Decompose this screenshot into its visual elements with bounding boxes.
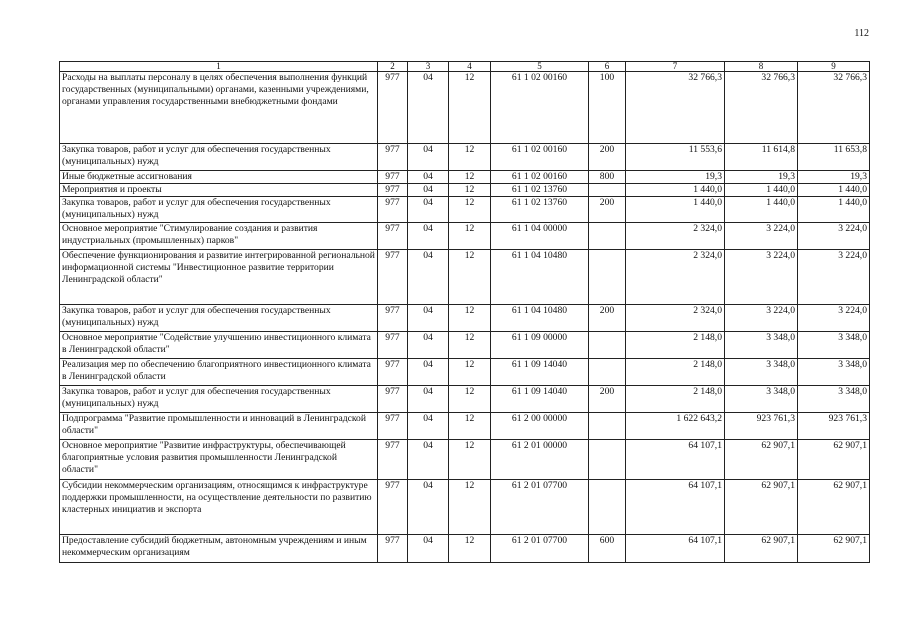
table-row [60,223,870,250]
section-code: 04 [408,386,449,413]
header-cell: 3 [408,62,449,72]
row-name: Закупка товаров, работ и услуг для обеспечения государственных (муниципальных) нужд [60,144,378,171]
year2-amount: 1 440,0 [725,184,798,197]
year3-amount: 32 766,3 [798,72,870,144]
year2-amount: 32 766,3 [725,72,798,144]
admin-code: 977 [378,359,408,386]
expense-kind: 200 [589,305,626,332]
header-cell: 6 [589,62,626,72]
target-code: 61 1 02 00160 [491,144,589,171]
section-code: 04 [408,250,449,305]
row-name: Основное мероприятие "Развитие инфраструктуры, обеспечивающей благоприятные условия развития промышленности Ленинградской области" [60,440,378,480]
row-name: Подпрограмма "Развитие промышленности и инноваций в Ленинградской области" [60,413,378,440]
target-code: 61 1 02 13760 [491,197,589,223]
year2-amount: 923 761,3 [725,413,798,440]
target-code: 61 1 02 00160 [491,72,589,144]
section-code: 04 [408,440,449,480]
subsection-code: 12 [449,223,491,250]
table-row [60,413,870,440]
target-code: 61 1 09 00000 [491,332,589,359]
expense-kind: 600 [589,535,626,563]
header-cell: 2 [378,62,408,72]
expense-kind: 200 [589,386,626,413]
target-code: 61 1 09 14040 [491,386,589,413]
admin-code: 977 [378,72,408,144]
table-row [60,535,870,563]
row-name: Субсидии некоммерческим организациям, относящимся к инфраструктуре поддержки промышленности, на осуществление деятельности по развитию кластерных инициатив и экспорта [60,480,378,535]
section-code: 04 [408,359,449,386]
year3-amount: 3 224,0 [798,223,870,250]
target-code: 61 1 02 13760 [491,184,589,197]
admin-code: 977 [378,480,408,535]
expense-kind [589,184,626,197]
table-row [60,184,870,197]
expense-kind [589,480,626,535]
table-row [60,144,870,171]
section-code: 04 [408,413,449,440]
target-code: 61 2 01 07700 [491,535,589,563]
subsection-code: 12 [449,332,491,359]
year1-amount: 2 148,0 [626,332,725,359]
expense-kind [589,250,626,305]
subsection-code: 12 [449,305,491,332]
year2-amount: 19,3 [725,171,798,184]
year2-amount: 3 348,0 [725,332,798,359]
section-code: 04 [408,197,449,223]
table-row [60,386,870,413]
year3-amount: 1 440,0 [798,197,870,223]
row-name: Основное мероприятие "Стимулирование создания и развития индустриальных (промышленных) парков" [60,223,378,250]
year2-amount: 3 224,0 [725,223,798,250]
header-cell: 9 [798,62,870,72]
table-row [60,72,870,144]
year3-amount: 62 907,1 [798,535,870,563]
header-row [60,62,870,72]
page-number: 112 [854,28,869,39]
table-row [60,480,870,535]
admin-code: 977 [378,332,408,359]
expense-kind [589,413,626,440]
row-name: Закупка товаров, работ и услуг для обеспечения государственных (муниципальных) нужд [60,305,378,332]
subsection-code: 12 [449,197,491,223]
target-code: 61 1 04 10480 [491,250,589,305]
year2-amount: 62 907,1 [725,535,798,563]
expense-kind [589,359,626,386]
target-code: 61 2 00 00000 [491,413,589,440]
expense-kind: 100 [589,72,626,144]
subsection-code: 12 [449,250,491,305]
year2-amount: 3 224,0 [725,305,798,332]
expense-kind [589,440,626,480]
section-code: 04 [408,535,449,563]
table-row [60,305,870,332]
year1-amount: 2 148,0 [626,386,725,413]
year3-amount: 11 653,8 [798,144,870,171]
section-code: 04 [408,305,449,332]
header-cell: 5 [491,62,589,72]
table-row [60,359,870,386]
subsection-code: 12 [449,72,491,144]
expense-kind [589,223,626,250]
year3-amount: 62 907,1 [798,440,870,480]
section-code: 04 [408,223,449,250]
table-row [60,197,870,223]
target-code: 61 2 01 00000 [491,440,589,480]
section-code: 04 [408,184,449,197]
admin-code: 977 [378,386,408,413]
table-row [60,440,870,480]
admin-code: 977 [378,171,408,184]
subsection-code: 12 [449,535,491,563]
expense-kind [589,332,626,359]
year2-amount: 3 348,0 [725,386,798,413]
row-name: Предоставление субсидий бюджетным, автономным учреждениям и иным некоммерческим организациям [60,535,378,563]
admin-code: 977 [378,305,408,332]
admin-code: 977 [378,535,408,563]
subsection-code: 12 [449,480,491,535]
row-name: Мероприятия и проекты [60,184,378,197]
year1-amount: 11 553,6 [626,144,725,171]
year1-amount: 1 440,0 [626,184,725,197]
year3-amount: 3 348,0 [798,359,870,386]
year3-amount: 1 440,0 [798,184,870,197]
admin-code: 977 [378,223,408,250]
subsection-code: 12 [449,144,491,171]
table-row [60,250,870,305]
row-name: Расходы на выплаты персоналу в целях обеспечения выполнения функций государственных (муниципальными) органами, казенными учреждениями, органами управления государственными внебюджетными фондами [60,72,378,144]
row-name: Закупка товаров, работ и услуг для обеспечения государственных (муниципальных) нужд [60,197,378,223]
year2-amount: 62 907,1 [725,440,798,480]
year1-amount: 1 622 643,2 [626,413,725,440]
admin-code: 977 [378,413,408,440]
header-cell: 7 [626,62,725,72]
target-code: 61 1 02 00160 [491,171,589,184]
year3-amount: 19,3 [798,171,870,184]
year1-amount: 64 107,1 [626,440,725,480]
admin-code: 977 [378,184,408,197]
year1-amount: 19,3 [626,171,725,184]
target-code: 61 1 09 14040 [491,359,589,386]
year3-amount: 3 348,0 [798,332,870,359]
expense-kind: 200 [589,197,626,223]
year1-amount: 2 324,0 [626,223,725,250]
subsection-code: 12 [449,386,491,413]
year2-amount: 62 907,1 [725,480,798,535]
section-code: 04 [408,480,449,535]
admin-code: 977 [378,250,408,305]
subsection-code: 12 [449,440,491,480]
year1-amount: 2 324,0 [626,305,725,332]
year3-amount: 3 224,0 [798,250,870,305]
year3-amount: 3 348,0 [798,386,870,413]
admin-code: 977 [378,144,408,171]
row-name: Реализация мер по обеспечению благоприятного инвестиционного климата в Ленинградской области [60,359,378,386]
row-name: Иные бюджетные ассигнования [60,171,378,184]
header-cell: 4 [449,62,491,72]
header-cell: 1 [60,62,378,72]
year1-amount: 2 324,0 [626,250,725,305]
year2-amount: 3 224,0 [725,250,798,305]
year2-amount: 3 348,0 [725,359,798,386]
year3-amount: 62 907,1 [798,480,870,535]
section-code: 04 [408,72,449,144]
target-code: 61 1 04 00000 [491,223,589,250]
subsection-code: 12 [449,171,491,184]
year2-amount: 1 440,0 [725,197,798,223]
table-row [60,171,870,184]
subsection-code: 12 [449,184,491,197]
admin-code: 977 [378,440,408,480]
header-cell: 8 [725,62,798,72]
year2-amount: 11 614,8 [725,144,798,171]
year1-amount: 32 766,3 [626,72,725,144]
target-code: 61 1 04 10480 [491,305,589,332]
expense-kind: 800 [589,171,626,184]
section-code: 04 [408,332,449,359]
table-row [60,332,870,359]
year1-amount: 64 107,1 [626,480,725,535]
subsection-code: 12 [449,359,491,386]
admin-code: 977 [378,197,408,223]
year1-amount: 2 148,0 [626,359,725,386]
year1-amount: 1 440,0 [626,197,725,223]
row-name: Закупка товаров, работ и услуг для обеспечения государственных (муниципальных) нужд [60,386,378,413]
budget-table [59,61,870,563]
row-name: Обеспечение функционирования и развитие интегрированной региональной информационной системы "Инвестиционное развитие территории Ленинградской области" [60,250,378,305]
section-code: 04 [408,144,449,171]
year3-amount: 3 224,0 [798,305,870,332]
row-name: Основное мероприятие "Содействие улучшению инвестиционного климата в Ленинградской области" [60,332,378,359]
target-code: 61 2 01 07700 [491,480,589,535]
section-code: 04 [408,171,449,184]
expense-kind: 200 [589,144,626,171]
year1-amount: 64 107,1 [626,535,725,563]
year3-amount: 923 761,3 [798,413,870,440]
subsection-code: 12 [449,413,491,440]
